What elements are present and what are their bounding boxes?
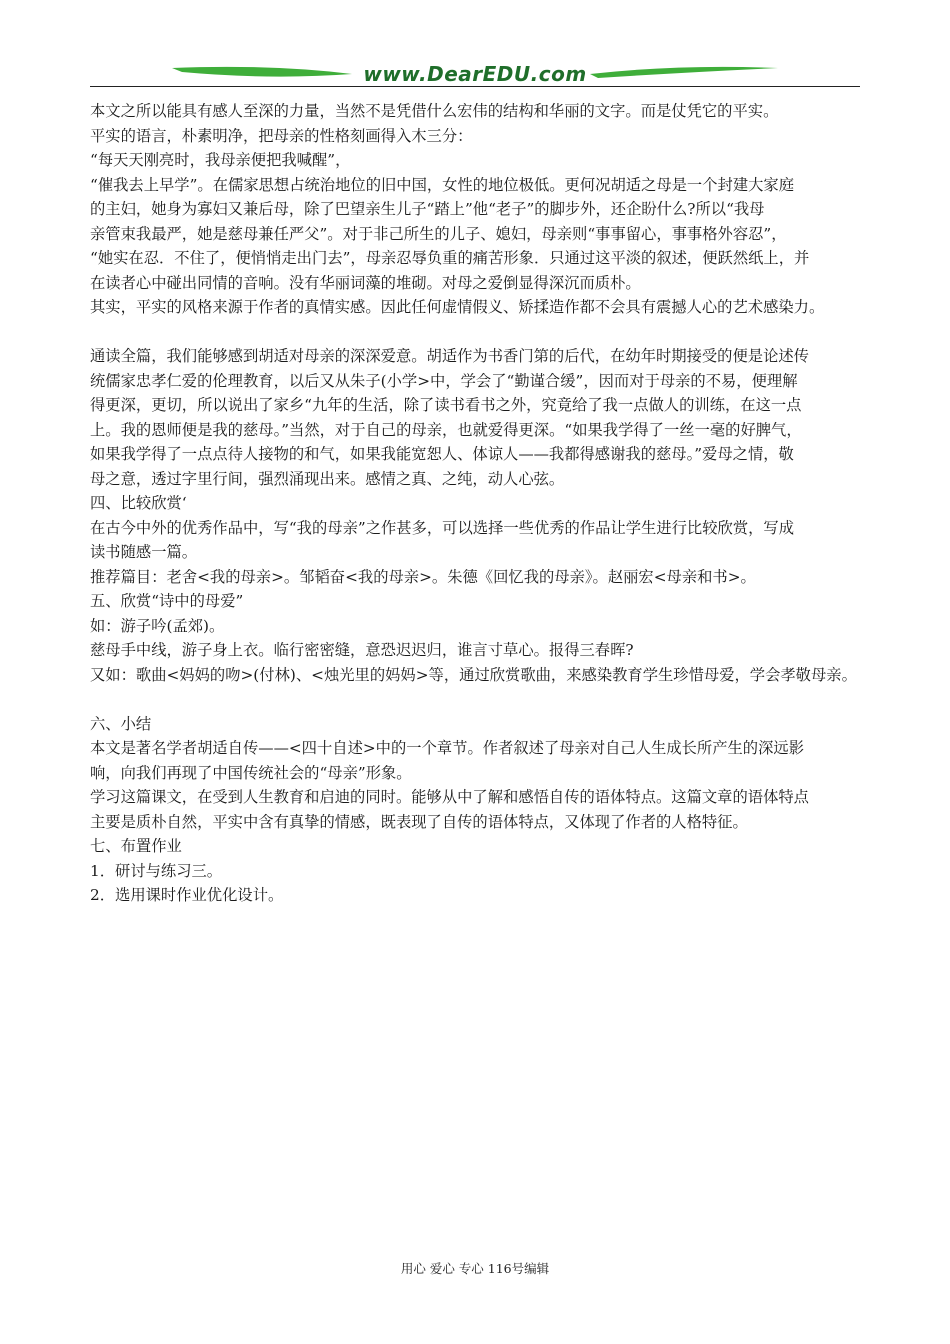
document-body (90, 99, 880, 908)
header-divider (90, 86, 860, 87)
paragraph-line: 其实，平实的风格来源于作者的真情实感。因此任何虚情假义、矫揉造作都不会具有震撼人心的艺术感染力。 (90, 298, 825, 316)
paragraph-line: 亲管束我最严，她是慈母兼任严父”。对于非己所生的儿子、媳妇，母亲则“事事留心，事事格外容忍”， (90, 224, 787, 243)
paragraph-line: 如果我学得了一点点待人接物的和气，如果我能宽恕人、体谅人——我都得感谢我的慈母。”爱母之情，敬 (90, 445, 794, 463)
paragraph-line: 的主妇，她身为寡妇又兼后母，除了巴望亲生儿子“踏上”他“老子”的脚步外，还企盼什么?所以“我母 (90, 200, 765, 218)
paragraph-line: “催我去上早学”。在儒家思想占统治地位的旧中国，女性的地位极低。更何况胡适之母是一个封建大家庭 (90, 175, 795, 194)
blank-line (90, 320, 880, 345)
paragraph-line: 主要是质朴自然，平实中含有真挚的情感，既表现了自传的语体特点，又体现了作者的人格特征。 (90, 812, 748, 831)
paragraph-line: 又如：歌曲<妈妈的吻>(付林)、<烛光里的妈妈>等，通过欣赏歌曲，来感染教育学生珍惜母爱，学会孝敬母亲。 (90, 665, 857, 684)
paragraph-line: 母之意，透过字里行间，强烈涌现出来。感情之真、之纯，动人心弦。 (90, 469, 565, 488)
paragraph-line: 统儒家忠孝仁爱的伦理教育，以后又从朱子(小学>中，学会了“勤谨合缓”，因而对于母亲的不易，便理解 (90, 371, 798, 390)
paragraph-line: 平实的语言，朴素明净，把母亲的性格刻画得入木三分： (90, 126, 473, 145)
paragraph-line: 上。我的恩师便是我的慈母。”当然，对于自己的母亲，也就爱得更深。“如果我学得了一丝一毫的好脾气， (90, 420, 802, 439)
paragraph-line: 推荐篇目：老舍<我的母亲>。邹韬奋<我的母亲>。朱德《回忆我的母亲》。赵丽宏<母亲和书>。 (90, 567, 756, 586)
paragraph-line: 在读者心中碰出同情的音响。没有华丽词藻的堆砌。对母之爱倒显得深沉而质朴。 (90, 273, 641, 292)
section-heading: 五、欣赏“诗中的母爱” (90, 592, 244, 610)
section-heading: 七、布置作业 (90, 837, 182, 855)
paragraph-line: 如：游子吟(孟郊)。 (90, 616, 225, 635)
paragraph-line: 本文之所以能具有感人至深的力量，当然不是凭借什么宏伟的结构和华丽的文字。而是仗凭它的平实。 (90, 102, 779, 120)
section-heading: 四、比较欣赏‘ (90, 494, 187, 512)
list-item: 1．研讨与练习三。 (90, 861, 223, 880)
section-heading: 六、小结 (90, 714, 152, 733)
blank-line (90, 687, 880, 712)
paragraph-line: 学习这篇课文，在受到人生教育和启迪的同时。能够从中了解和感悟自传的语体特点。这篇文章的语体特点 (90, 788, 809, 806)
paragraph-line: “每天天刚亮时，我母亲便把我喊醒”， (90, 151, 351, 169)
paragraph-line: 读书随感一篇。 (90, 543, 198, 561)
paragraph-line: 在古今中外的优秀作品中，写“我的母亲”之作甚多，可以选择一些优秀的作品让学生进行比较欣赏，写成 (90, 518, 795, 537)
paragraph-line: 本文是著名学者胡适自传——<四十自述>中的一个章节。作者叙述了母亲对自己人生成长所产生的深远影 (90, 739, 804, 757)
poem-line: 慈母手中线，游子身上衣。临行密密缝，意恐迟迟归，谁言寸草心。报得三春晖? (90, 641, 634, 659)
paragraph-line: “她实在忍．不住了，便悄悄走出门去”，母亲忍辱负重的痛苦形象．只通过这平淡的叙述，便跃然纸上，并 (90, 249, 810, 267)
page-footer: 用心 爱心 专心 116号编辑 (400, 1261, 550, 1276)
list-item: 2．选用课时作业优化设计。 (90, 886, 284, 904)
paragraph-line: 得更深，更切，所以说出了家乡“九年的生活，除了读书看书之外，究竟给了我一点做人的训练，在这一点 (90, 396, 802, 414)
paragraph-line: 通读全篇，我们能够感到胡适对母亲的深深爱意。胡适作为书香门第的后代，在幼年时期接受的便是论述传 (90, 347, 809, 365)
site-logo: www.DearEDU.com (363, 62, 587, 86)
paragraph-line: 响，向我们再现了中国传统社会的“母亲”形象。 (90, 763, 412, 782)
